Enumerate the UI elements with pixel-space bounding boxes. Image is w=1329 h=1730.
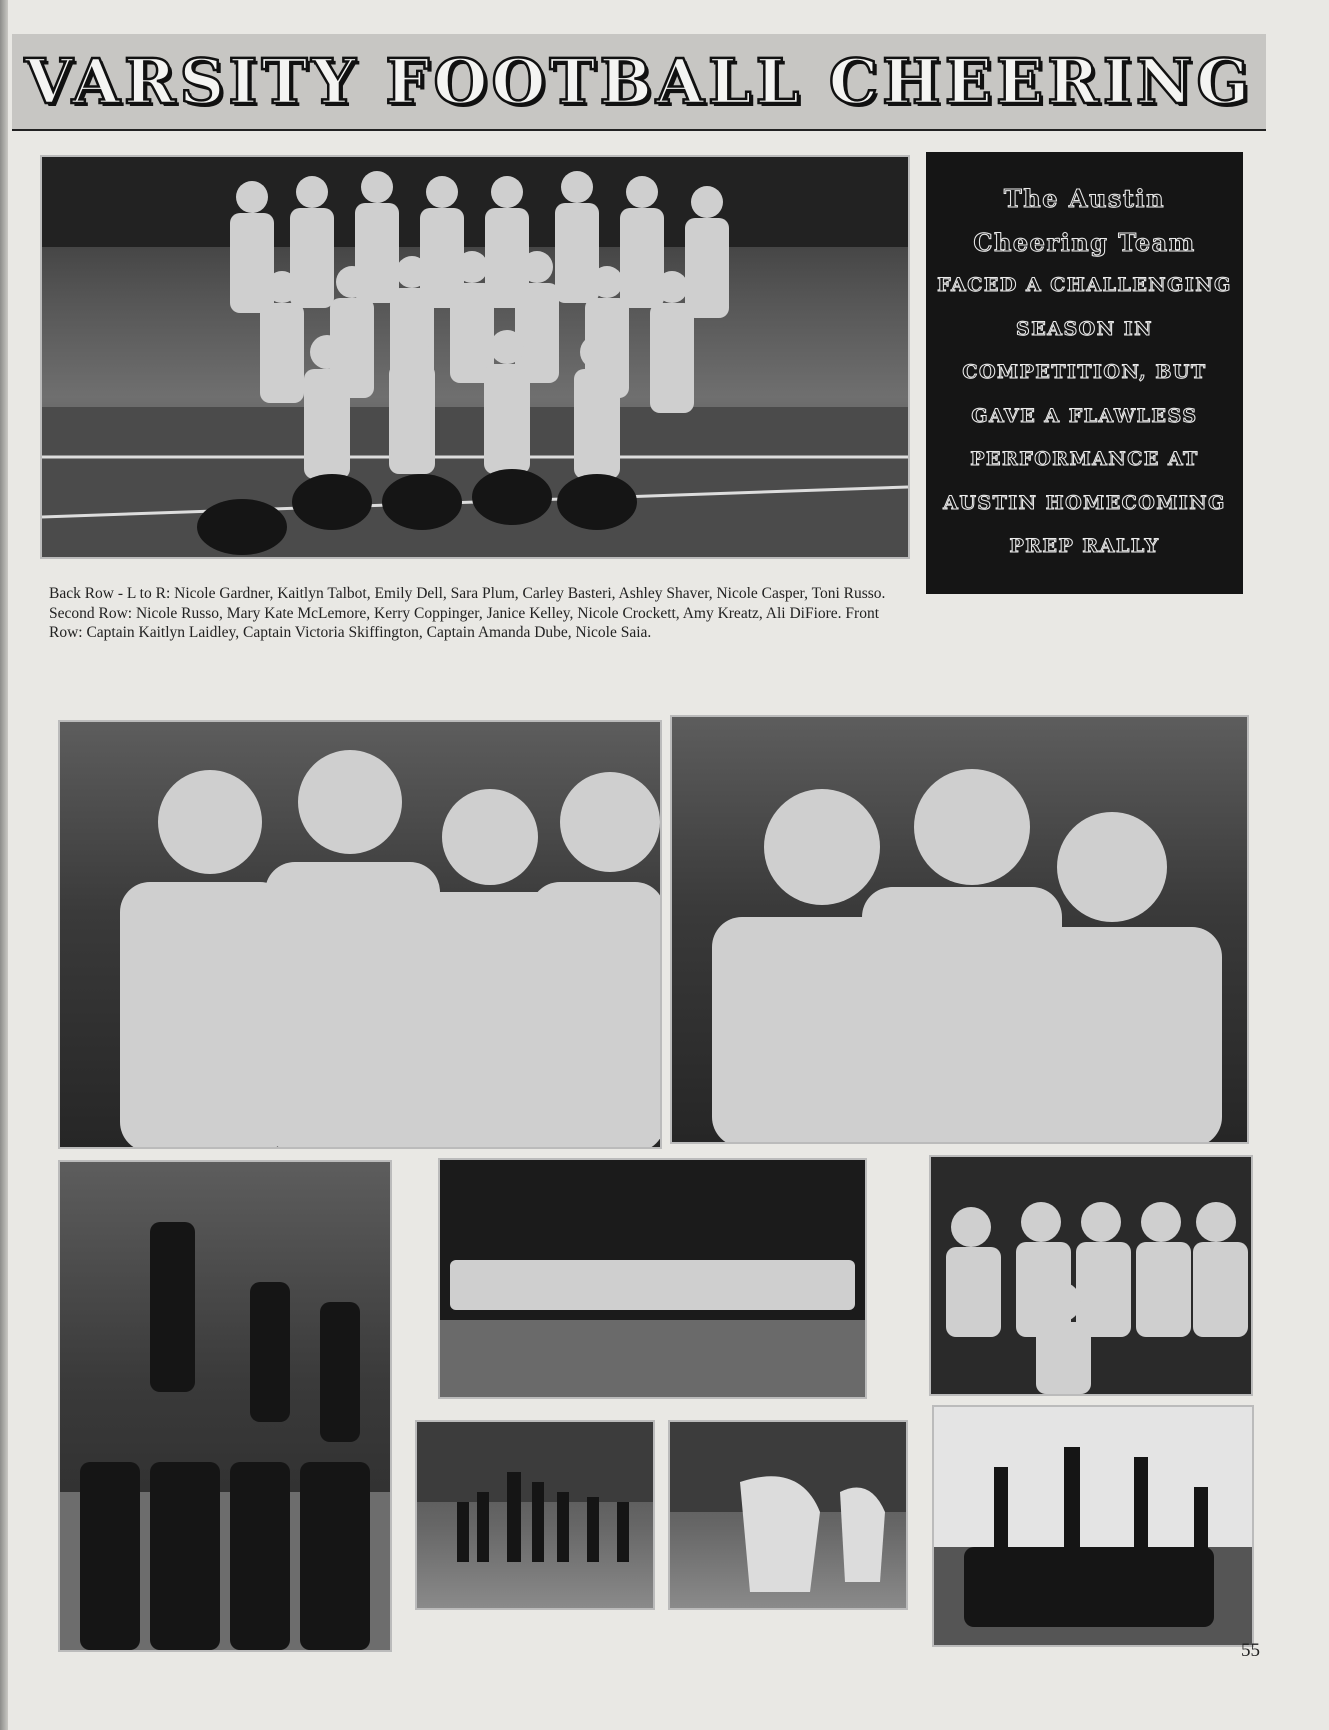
captains-photo-three <box>670 715 1249 1144</box>
promo-line: PREP RALLY <box>1009 535 1160 558</box>
shirts-photo <box>929 1155 1253 1396</box>
promo-line: FACED A CHALLENGING <box>937 274 1232 297</box>
promo-box <box>926 152 1243 594</box>
page-title: VARSITY FOOTBALL CHEERING <box>24 45 1254 118</box>
gym-stage-photo <box>438 1158 867 1399</box>
promo-line: SEASON IN <box>1016 317 1153 340</box>
team-photo <box>40 155 910 559</box>
field-pyramid-photo <box>415 1420 655 1610</box>
banner-run-photo <box>668 1420 908 1610</box>
page-binding-edge <box>0 0 8 1730</box>
gym-pyramid-photo <box>932 1405 1254 1647</box>
stunt-photo <box>58 1160 392 1652</box>
photo-caption: Back Row - L to R: Nicole Gardner, Kaitlyn Talbot, Emily Dell, Sara Plum, Carley Basteri, Ashley Shaver, Nicole Casper, Toni Russo. Second Row: Nicole Russo, Mary Kate McLemore, Kerry Coppinger, Janice Kelley, Nicole Crockett, Amy Kreatz, Ali DiFiore. Front Row: Captain Kaitlyn Laidley, Captain Victoria Skiffington, Captain Amanda Dube, Nicole Saia. <box>49 585 886 641</box>
promo-line: COMPETITION, BUT <box>962 361 1207 384</box>
promo-line: The Austin <box>1003 184 1166 214</box>
page-number: 55 <box>1241 1640 1260 1661</box>
promo-line: GAVE A FLAWLESS <box>971 404 1198 427</box>
promo-line: AUSTIN HOMECOMING <box>943 491 1226 514</box>
header-bar <box>12 34 1266 131</box>
promo-line: PERFORMANCE AT <box>970 448 1199 471</box>
promo-line: Cheering Team <box>973 227 1196 257</box>
captains-photo-four <box>58 720 662 1149</box>
